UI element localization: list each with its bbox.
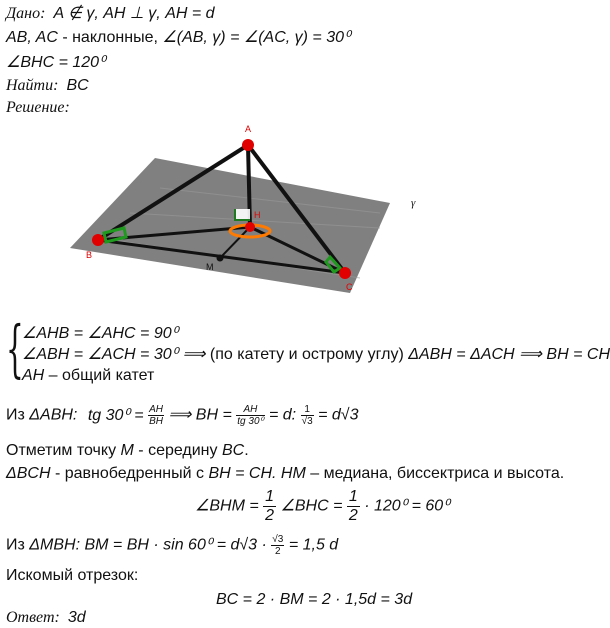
answer-label: Ответ: xyxy=(6,609,60,626)
system-brace: { xyxy=(6,312,24,385)
step-3-tail: – медиана, биссектриса и высота. xyxy=(305,465,565,482)
point-C xyxy=(339,267,351,279)
step-2-end: . xyxy=(244,442,249,459)
step-3-math: BH = CH. HM xyxy=(208,465,306,482)
find-label: Найти: xyxy=(6,77,59,94)
system-row-2 xyxy=(22,345,610,365)
find-line xyxy=(6,76,89,96)
step-1 xyxy=(6,404,358,427)
given-conditions: A ∉ γ, AH ⊥ γ, AH = d xyxy=(53,5,215,22)
step-5-prefix: Из xyxy=(6,536,30,554)
system-row-3-math: AH xyxy=(22,367,45,384)
step-7: BC = 2 · BM = 2 · 1,5d = 3d xyxy=(216,591,413,608)
label-M: M xyxy=(206,262,214,272)
right-angle-fill xyxy=(235,209,250,220)
find-value: BC xyxy=(66,77,89,94)
step-4-lhs: ∠BHM = xyxy=(195,497,259,515)
given-line-3: ∠BHC = 120⁰ xyxy=(6,54,106,71)
given-line-2 xyxy=(6,28,350,48)
answer-line xyxy=(6,608,86,628)
step-4-rhs: · 120⁰ = 60⁰ xyxy=(364,497,450,515)
step-4 xyxy=(195,488,450,525)
fraction-half-1: $\frac{1}{2}$ xyxy=(265,488,275,524)
step-2-point: M xyxy=(120,442,134,459)
step-1-result: = d√3 xyxy=(318,406,359,424)
point-H xyxy=(245,222,255,232)
point-B xyxy=(92,234,104,246)
system-row-2-math: ∠ABH = ∠ACH = 30⁰ ⟹ xyxy=(22,346,206,363)
step-1-prefix: Из xyxy=(6,406,30,424)
given-label: Дано: xyxy=(6,5,46,22)
label-B: B xyxy=(86,250,93,260)
system-row-1: ∠AHB = ∠AHC = 90⁰ xyxy=(22,325,179,342)
answer-value: 3d xyxy=(67,609,86,626)
step-5-result: = 1,5 d xyxy=(288,536,339,554)
given-slants: AB, AC xyxy=(6,29,58,46)
given-line-1 xyxy=(6,4,215,24)
step-2 xyxy=(6,441,249,461)
system-row-2-text: (по катету и острому углу) xyxy=(205,346,409,363)
label-plane: γ xyxy=(411,197,416,209)
fraction-ah-bh: $\frac{AH}{BH}$ xyxy=(149,404,163,427)
given-angles: ∠(AB, γ) = ∠(AC, γ) = 30⁰ xyxy=(162,29,351,46)
step-2-text: Отметим точку xyxy=(6,442,121,459)
system-row-3-text: – общий катет xyxy=(44,367,155,384)
geometry-figure xyxy=(60,118,416,303)
step-5 xyxy=(6,534,338,557)
label-C: C xyxy=(346,282,353,292)
fraction-sqrt3-2: $\frac{√3}{2}$ xyxy=(272,534,284,557)
step-1-arrow: ⟹ BH = xyxy=(168,406,232,424)
given-slants-text: - наклонные, xyxy=(57,29,163,46)
system-row-2-result: ΔABH = ΔACH ⟹ BH = CH xyxy=(408,346,610,363)
step-2-segment: BC xyxy=(221,442,245,459)
step-3 xyxy=(6,464,564,484)
step-2-tail: - середину xyxy=(133,442,222,459)
point-A xyxy=(242,139,254,151)
step-6: Искомый отрезок: xyxy=(6,567,139,584)
fraction-ah-tg: $\frac{AH}{\text{tg 30⁰}}$ xyxy=(237,404,264,427)
step-5-math: ΔMBH: BM = BH · sin 60⁰ = d√3 · xyxy=(29,536,267,554)
point-M xyxy=(217,255,224,262)
solution-label: Решение: xyxy=(6,99,70,116)
label-A: A xyxy=(245,124,252,134)
step-3-triangle: ΔBCH xyxy=(6,465,51,482)
fraction-1-sqrt3: $\frac{1}{√3}$ xyxy=(301,404,313,427)
step-3-text: - равнобедренный с xyxy=(50,465,209,482)
system-row-3 xyxy=(22,366,154,386)
step-1-eq-d: = d: xyxy=(268,406,297,424)
step-1-tg: tg 30⁰ = xyxy=(87,406,144,424)
step-4-mid: ∠BHC = xyxy=(280,497,343,515)
fraction-half-2: $\frac{1}{2}$ xyxy=(348,488,358,524)
step-1-triangle: ΔABH: xyxy=(29,406,78,424)
label-H: H xyxy=(254,210,261,220)
